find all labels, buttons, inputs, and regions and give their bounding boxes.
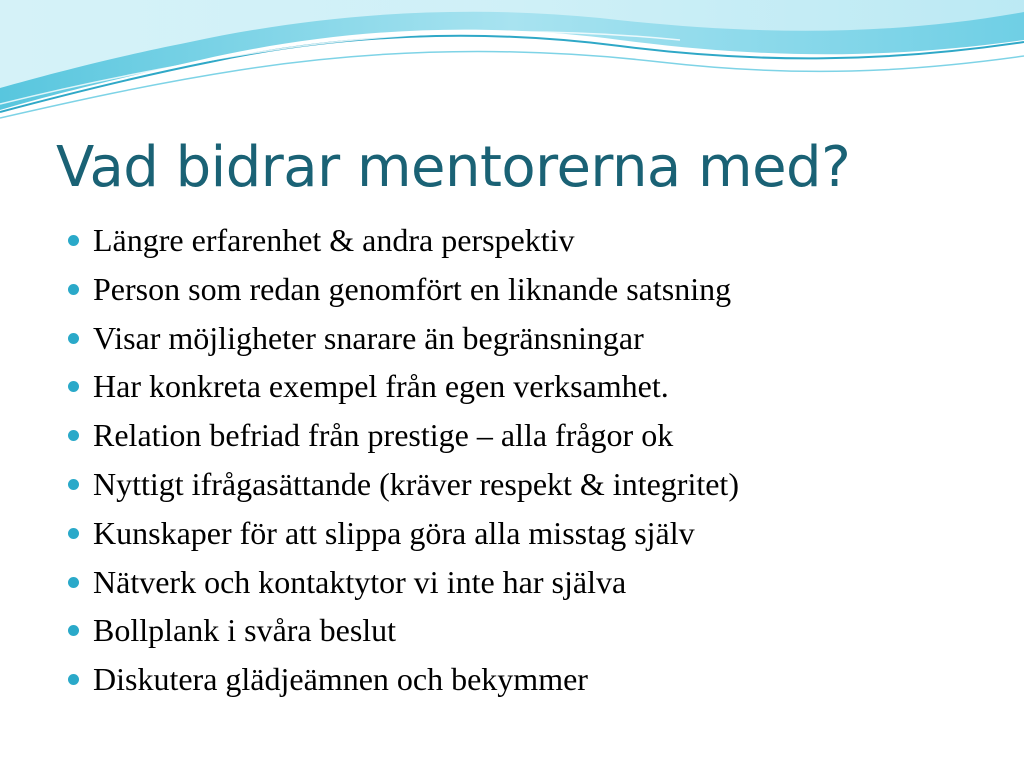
bullet-dot-icon [68, 625, 79, 636]
bullet-text: Visar möjligheter snarare än begränsningar [93, 319, 644, 356]
bullet-item [68, 509, 739, 558]
bullet-text: Nätverk och kontaktytor vi inte har själva [93, 563, 627, 600]
bullet-text: Diskutera glädjeämnen och bekymmer [93, 661, 588, 698]
bullet-dot-icon [68, 381, 79, 392]
bullet-dot-icon [68, 430, 79, 441]
bullet-text: Kunskaper för att slippa göra alla misstag själv [93, 514, 695, 551]
bullet-item [68, 362, 739, 411]
header-wave-decoration [0, 0, 1024, 130]
bullet-item [68, 216, 739, 265]
bullet-item [68, 411, 739, 460]
bullet-item [68, 460, 739, 509]
bullet-dot-icon [68, 479, 79, 490]
bullet-text: Relation befriad från prestige – alla frågor ok [93, 417, 674, 454]
bullet-item [68, 655, 739, 704]
bullet-text: Nyttigt ifrågasättande (kräver respekt & integritet) [93, 465, 739, 502]
bullet-text: Har konkreta exempel från egen verksamhet. [93, 368, 669, 405]
slide-title: Vad bidrar mentorerna med? [56, 135, 851, 200]
bullet-list [68, 216, 739, 704]
bullet-dot-icon [68, 333, 79, 344]
bullet-text: Bollplank i svåra beslut [93, 612, 397, 649]
bullet-dot-icon [68, 674, 79, 685]
bullet-dot-icon [68, 528, 79, 539]
bullet-dot-icon [68, 235, 79, 246]
bullet-item [68, 606, 739, 655]
bullet-text: Längre erfarenhet & andra perspektiv [93, 222, 575, 258]
bullet-dot-icon [68, 284, 79, 295]
bullet-item [68, 558, 739, 607]
bullet-text: Person som redan genomfört en liknande satsning [93, 270, 732, 307]
bullet-item [68, 314, 739, 363]
bullet-item [68, 265, 739, 314]
bullet-dot-icon [68, 577, 79, 588]
